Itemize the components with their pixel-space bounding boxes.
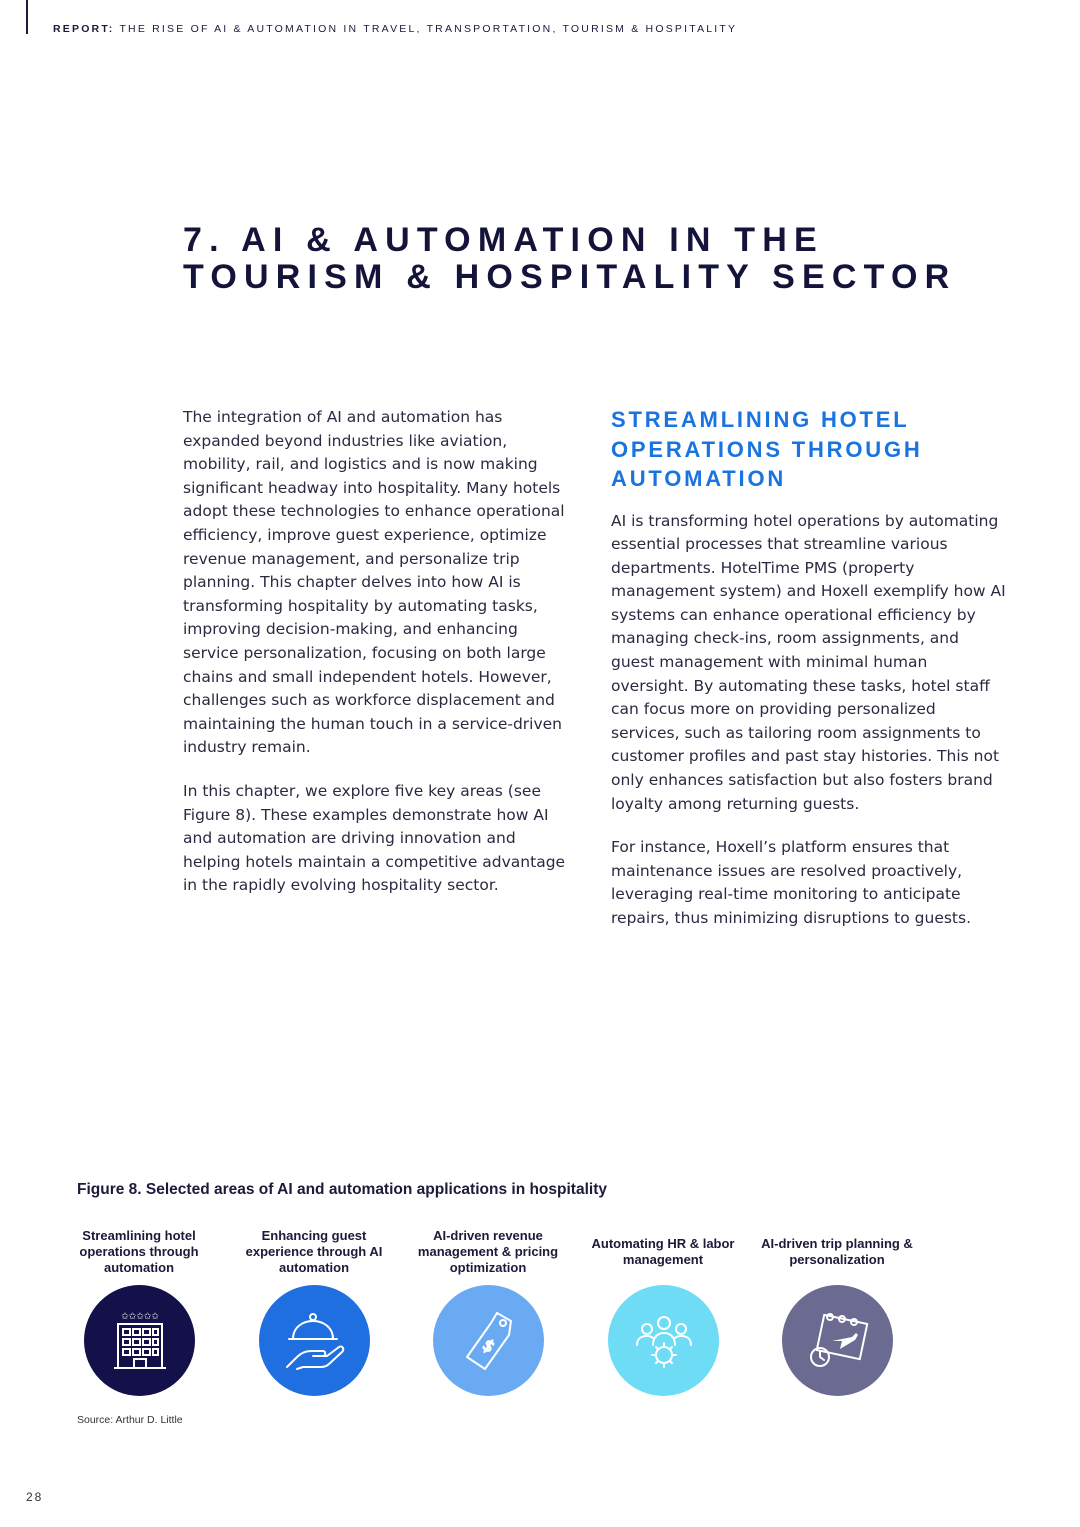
calendar-plane-icon bbox=[806, 1311, 870, 1371]
intro-paragraph: In this chapter, we explore five key areas (see Figure 8). These examples demonstrate how AI and automation are driving innovation and helping hotels maintain a competitive advantage in the rapidly evolving hospitality sector. bbox=[183, 781, 566, 895]
section-column bbox=[611, 405, 1006, 951]
price-tag-icon bbox=[461, 1309, 517, 1373]
svg-text:✩✩✩✩✩: ✩✩✩✩✩ bbox=[120, 1311, 159, 1322]
intro-column bbox=[183, 406, 569, 918]
figure-item-hotel-operations bbox=[59, 1227, 219, 1397]
figure-item-label: AI-driven trip planning & personalization bbox=[761, 1236, 913, 1267]
figure-item-label: AI-driven revenue management & pricing optimization bbox=[417, 1228, 559, 1275]
figure-item-trip-planning bbox=[757, 1227, 917, 1397]
section-paragraph: AI is transforming hotel operations by automating essential processes that streamline various departments. HotelTime PMS (property management system) and Hoxell exemplify how AI systems can enhance operational efficiency by managing check-ins, room assignments, and guest management with minimal human oversight. By automating these tasks, hotel staff can focus more on providing personalized services, such as tailoring room assignments to customer profiles and past stay histories. This not only enhances satisfaction but also fosters brand loyalty among returning guests. bbox=[611, 511, 1006, 813]
figure-item-circle bbox=[782, 1285, 893, 1396]
chapter-title-line1: 7. AI & AUTOMATION IN THE bbox=[183, 221, 824, 259]
running-header bbox=[53, 23, 737, 35]
figure-item-guest-experience bbox=[234, 1227, 394, 1397]
figure-item-label: Enhancing guest experience through AI automation bbox=[245, 1228, 383, 1275]
serving-hand-icon bbox=[283, 1311, 347, 1371]
hotel-building-icon bbox=[112, 1310, 168, 1372]
svg-text:$: $ bbox=[478, 1334, 498, 1356]
figure-item-label: Streamlining hotel operations through automation bbox=[79, 1228, 199, 1275]
header-label: REPORT: bbox=[53, 23, 115, 35]
figure-item-hr-management bbox=[583, 1227, 743, 1397]
figure-caption: Figure 8. Selected areas of AI and automation applications in hospitality bbox=[77, 1181, 607, 1198]
section-heading: STREAMLINING HOTEL OPERATIONS THROUGH AUTOMATION bbox=[611, 407, 923, 491]
figure-item-circle bbox=[84, 1285, 195, 1396]
figure-item-revenue-management bbox=[408, 1227, 568, 1397]
page-number: 28 bbox=[26, 1490, 44, 1504]
section-paragraph: For instance, Hoxell’s platform ensures that maintenance issues are resolved proactively, leveraging real-time monitoring to anticipate repairs, thus minimizing disruptions to guests. bbox=[611, 838, 972, 927]
header-rule bbox=[26, 0, 28, 34]
chapter-title-line2: TOURISM & HOSPITALITY SECTOR bbox=[183, 258, 957, 296]
figure-item-label: Automating HR & labor management bbox=[591, 1236, 735, 1267]
header-title: THE RISE OF AI & AUTOMATION IN TRAVEL, TRANSPORTATION, TOURISM & HOSPITALITY bbox=[119, 23, 738, 35]
figure-source: Source: Arthur D. Little bbox=[77, 1414, 183, 1426]
figure-item-circle bbox=[259, 1285, 370, 1396]
people-gear-icon bbox=[633, 1311, 695, 1371]
intro-paragraph: The integration of AI and automation has expanded beyond industries like aviation, mobility, rail, and logistics and is now making significant headway into hospitality. Many hotels adopt these technologies to enhance operational efficiency, improve guest experience, optimize revenue management, and personalize trip planning. This chapter delves into how AI is transforming hospitality by automating tasks, improving decision-making, and enhancing service personalization, focusing on both large chains and small independent hotels. However, challenges such as workforce displacement and maintaining the human touch in a service-driven industry remain. bbox=[183, 408, 565, 757]
figure-item-circle bbox=[608, 1285, 719, 1396]
chapter-title bbox=[183, 222, 956, 296]
figure-item-circle bbox=[433, 1285, 544, 1396]
